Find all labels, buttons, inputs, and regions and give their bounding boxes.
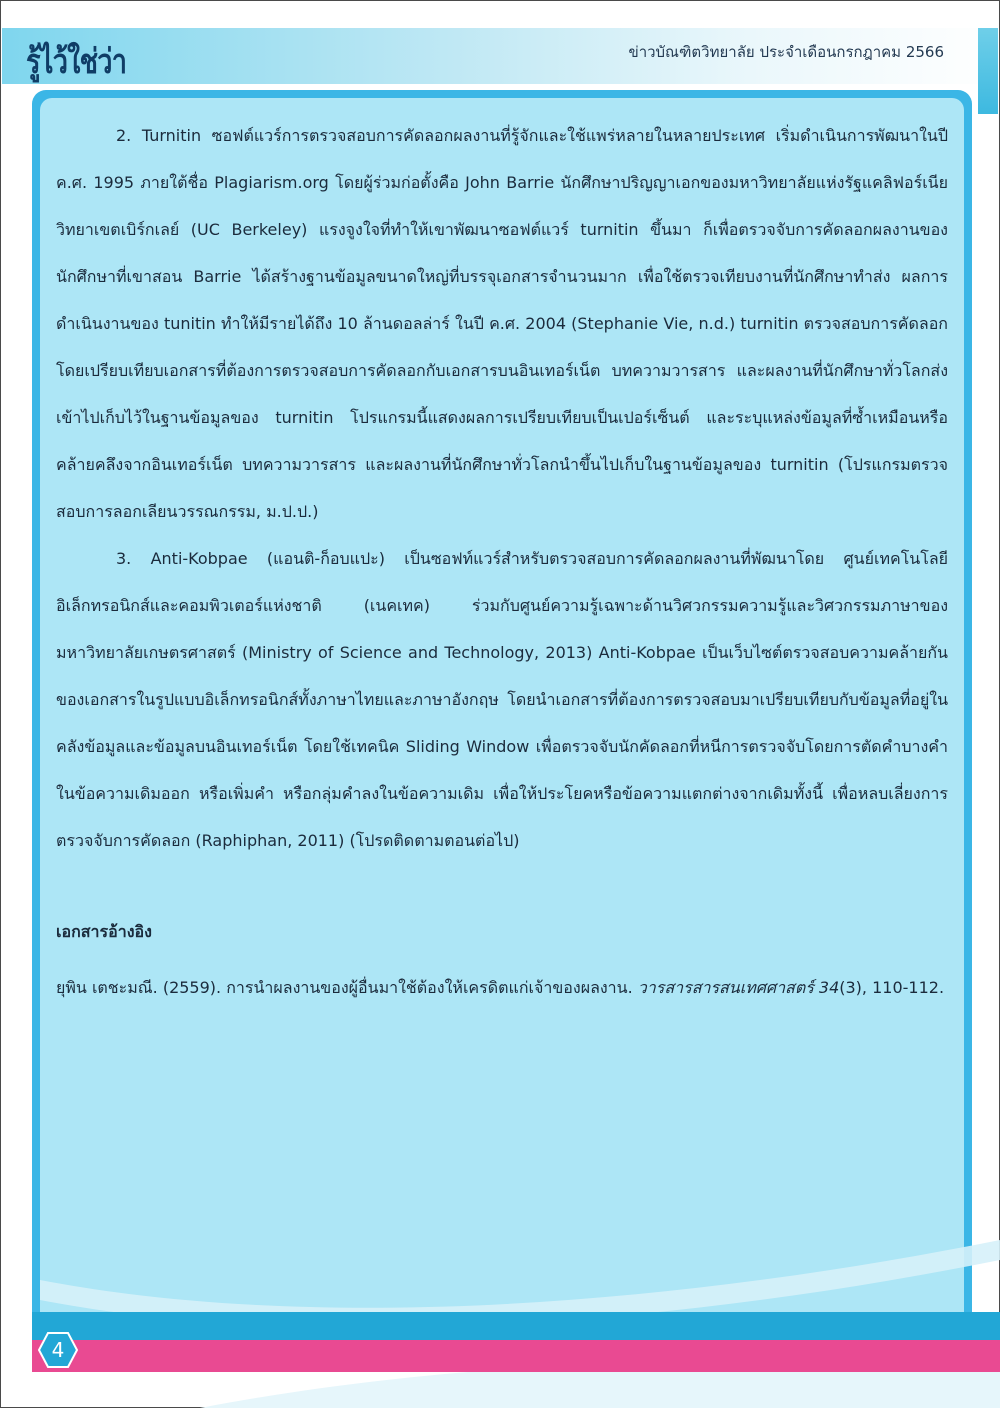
reference-journal: วารสารสารสนเทศศาสตร์ 34 bbox=[637, 978, 840, 997]
references-heading: เอกสารอ้างอิง bbox=[56, 922, 152, 941]
reference-entry-text: ยุพิน เตชะมณี. (2559). การนำผลงานของผู้อื่นมาใช้ต้องให้เครดิตแก่เจ้าของผลงาน. bbox=[56, 978, 638, 997]
paragraph-anti-kobpae: 3. Anti-Kobpae (แอนติ-ก็อบแปะ) เป็นซอฟท์แวร์สำหรับตรวจสอบการคัดลอกผลงานที่พัฒนาโดย ศูนย์เทคโนโลยีอิเล็กทรอนิกส์และคอมพิวเตอร์แห่งชาติ (เนคเทค) ร่วมกับศูนย์ความรู้เฉพาะด้านวิศวกรรมความรู้และวิศวกรรมภาษาของมหาวิทยาลัยเกษตรศาสตร์ (Ministry of Science and Technology, 2013) Anti-Kobpae เป็นเว็บไซต์ตรวจสอบความคล้ายกันของเอกสารในรูปแบบอิเล็กทรอนิกส์ทั้งภาษาไทยและภาษาอังกฤษ โดยนำเอกสารที่ต้องการตรวจสอบมาเปรียบเทียบกับข้อมูลที่อยู่ในคลังข้อมูลและข้อมูลบนอินเทอร์เน็ต โดยใช้เทคนิค Sliding Window เพื่อตรวจจับนักคัดลอกที่หนีการตรวจจับโดยการตัดคำบางคำในข้อความเดิมออก หรือเพิ่มคำ หรือกลุ่มคำลงในข้อความเดิม เพื่อให้ประโยคหรือข้อความแตกต่างจากเดิมทั้งนี้ เพื่อหลบเลี่ยงการตรวจจับการคัดลอก (Raphiphan, 2011) (โปรดติดตามตอนต่อไป) bbox=[56, 549, 948, 850]
newsletter-title: ข่าวบัณฑิตวิทยาลัย ประจำเดือนกรกฎาคม 2566 bbox=[628, 43, 944, 61]
reference-entry bbox=[56, 976, 956, 1001]
section-logo: รู้ไว้ใช่ว่า bbox=[26, 42, 127, 82]
footer-band-blue bbox=[32, 1312, 1000, 1340]
paragraph-turnitin: 2. Turnitin ซอฟต์แวร์การตรวจสอบการคัดลอกผลงานที่รู้จักและใช้แพร่หลายในหลายประเทศ เริ่มดำเนินการพัฒนาในปี ค.ศ. 1995 ภายใต้ชื่อ Plagiarism.org โดยผู้ร่วมก่อตั้งคือ John Barrie นักศึกษาปริญญาเอกของมหาวิทยาลัยแห่งรัฐแคลิฟอร์เนีย วิทยาเขตเบิร์กเลย์ (UC Berkeley) แรงจูงใจที่ทำให้เขาพัฒนาซอฟต์แวร์ turnitin ขึ้นมา ก็เพื่อตรวจจับการคัดลอกผลงานของนักศึกษาที่เขาสอน Barrie ได้สร้างฐานข้อมูลขนาดใหญ่ที่บรรจุเอกสารจำนวนมาก เพื่อใช้ตรวจเทียบงานที่นักศึกษาทำส่ง ผลการดำเนินงานของ tunitin ทำให้มีรายได้ถึง 10 ล้านดอลล่าร์ ในปี ค.ศ. 2004 (Stephanie Vie, n.d.) turnitin ตรวจสอบการคัดลอกโดยเปรียบเทียบเอกสารที่ต้องการตรวจสอบการคัดลอกกับเอกสารบนอินเทอร์เน็ต บทความวารสาร และผลงานที่นักศึกษาทั่วโลกส่งเข้าไปเก็บไว้ในฐานข้อมูลของ turnitin โปรแกรมนี้แสดงผลการเปรียบเทียบเป็นเปอร์เซ็นต์ และระบุแหล่งข้อมูลที่ซ้ำเหมือนหรือคล้ายคลึงจากอินเทอร์เน็ต บทความวารสาร และผลงานที่นักศึกษาทั่วโลกนำขึ้นไปเก็บในฐานข้อมูลของ turnitin (โปรแกรมตรวจสอบการลอกเลียนวรรณกรรม, ม.ป.ป.) bbox=[56, 126, 948, 521]
footer-band-pink bbox=[32, 1340, 1000, 1372]
reference-entry-pages: (3), 110-112. bbox=[839, 978, 945, 997]
article-body bbox=[56, 112, 948, 864]
page-number: 4 bbox=[51, 1338, 65, 1362]
header-accent bbox=[978, 28, 998, 114]
